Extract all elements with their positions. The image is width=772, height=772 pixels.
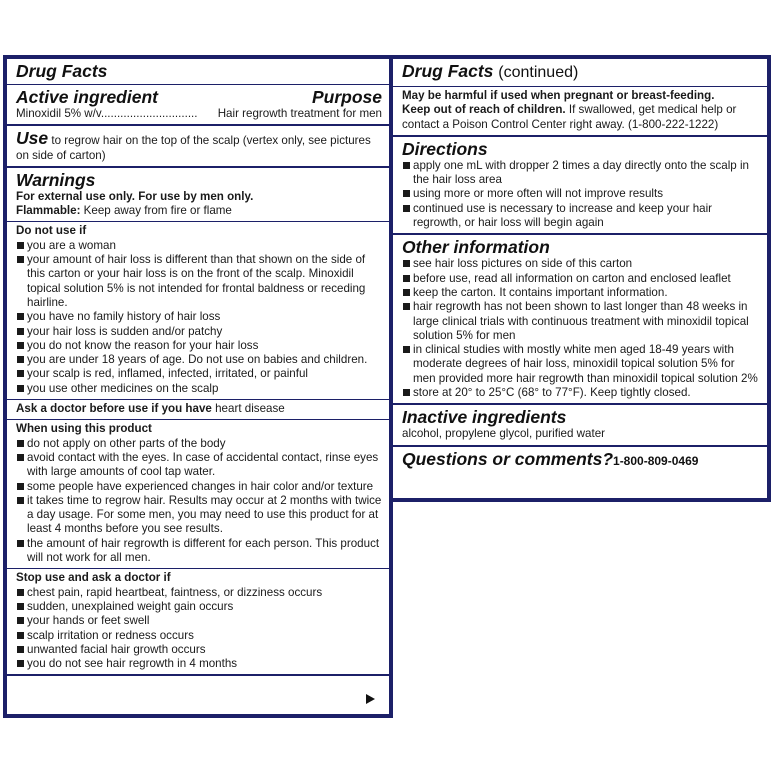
list-item: do not apply on other parts of the body xyxy=(16,437,382,451)
list-item: before use, read all information on carton and enclosed leaflet xyxy=(402,272,760,286)
list-item: you use other medicines on the scalp xyxy=(16,382,382,396)
list-item: it takes time to regrow hair. Results may occur at 2 months with twice a day usage. For some men, you may need to use this product for at least 4 months before you see results. xyxy=(16,494,382,537)
list-item: your hair loss is sudden and/or patchy xyxy=(16,325,382,339)
list-item: your amount of hair loss is different than that shown on the side of this carton or your hair loss is on the front of the scalp. Minoxidil topical solution 5% is not intended for frontal baldness or receding hairline. xyxy=(16,253,382,310)
list-item: store at 20° to 25°C (68° to 77°F). Keep tightly closed. xyxy=(402,386,760,400)
children-warning-text: If swallowed, get medical help or contact a Poison Control Center right away. (1-800-222-1222) xyxy=(402,103,737,131)
active-ingredient-name: Minoxidil 5% w/v xyxy=(16,107,101,120)
ask-doctor-section xyxy=(7,400,389,420)
inactive-ingredients-section xyxy=(393,405,767,446)
list-item: you do not see hair regrowth in 4 months xyxy=(16,657,382,671)
title-section xyxy=(7,59,389,85)
pregnancy-warning: May be harmful if used when pregnant or breast-feeding. xyxy=(402,89,715,102)
list-item: the amount of hair regrowth is different for each person. This product will not work for all men. xyxy=(16,537,382,566)
leader-dots: .............................. xyxy=(100,107,198,120)
stop-use-section xyxy=(7,569,389,676)
questions-phone: 1-800-809-0469 xyxy=(613,453,699,468)
active-ingredient-section xyxy=(7,85,389,126)
stop-use-heading: Stop use and ask a doctor if xyxy=(16,571,171,585)
drug-facts-right-panel xyxy=(389,55,771,502)
flammable-text: Keep away from fire or flame xyxy=(83,204,232,218)
when-using-section xyxy=(7,420,389,569)
other-information-heading: Other information xyxy=(402,237,550,258)
external-use-text: For external use only. For use by men only. xyxy=(16,189,254,203)
questions-heading: Questions or comments? xyxy=(402,448,614,469)
list-item: in clinical studies with mostly white men aged 18-49 years with moderate degrees of hair loss, minoxidil topical solution 5% for men provided more hair regrowth than minoxidil topical solution 2% xyxy=(402,343,760,386)
list-item: scalp irritation or redness occurs xyxy=(16,629,382,643)
list-item: your scalp is red, inflamed, infected, irritated, or painful xyxy=(16,367,382,381)
other-information-section xyxy=(393,235,767,405)
list-item: you are under 18 years of age. Do not use on babies and children. xyxy=(16,353,382,367)
active-ingredient-heading: Active ingredient xyxy=(16,87,158,107)
purpose-text: Hair regrowth treatment for men xyxy=(217,107,382,120)
use-heading: Use xyxy=(16,128,49,149)
purpose-heading: Purpose xyxy=(311,87,382,107)
directions-section xyxy=(393,137,767,235)
directions-heading: Directions xyxy=(402,138,488,159)
panel-title-continued: Drug Facts xyxy=(402,61,494,81)
list-item: some people have experienced changes in hair color and/or texture xyxy=(16,480,382,494)
pregnancy-children-section xyxy=(393,87,767,137)
list-item: avoid contact with the eyes. In case of accidental contact, rinse eyes with large amounts of cool tap water. xyxy=(16,451,382,480)
warnings-section xyxy=(7,168,389,223)
flammable-label: Flammable: xyxy=(16,204,81,218)
list-item: keep the carton. It contains important information. xyxy=(402,286,760,300)
inactive-ingredients-heading: Inactive ingredients xyxy=(402,407,567,428)
list-item: unwanted facial hair growth occurs xyxy=(16,643,382,657)
triangle-right-icon xyxy=(366,694,375,704)
list-item: continued use is necessary to increase and keep your hair regrowth, or hair loss will begin again xyxy=(402,202,760,231)
ask-doctor-label: Ask a doctor before use if you have xyxy=(16,402,212,416)
list-item: see hair loss pictures on side of this carton xyxy=(402,257,760,271)
list-item: chest pain, rapid heartbeat, faintness, or dizziness occurs xyxy=(16,586,382,600)
questions-section xyxy=(393,447,767,474)
do-not-use-heading: Do not use if xyxy=(16,224,87,238)
warnings-heading: Warnings xyxy=(16,169,96,190)
do-not-use-section xyxy=(7,222,389,400)
list-item: sudden, unexplained weight gain occurs xyxy=(16,600,382,614)
when-using-heading: When using this product xyxy=(16,422,152,436)
use-section xyxy=(7,126,389,168)
list-item: hair regrowth has not been shown to last longer than 48 weeks in large clinical trials with continuous treatment with minoxidil topical solution 5% for men xyxy=(402,300,760,343)
ask-doctor-text: heart disease xyxy=(215,402,285,416)
list-item: your hands or feet swell xyxy=(16,614,382,628)
children-warning-label: Keep out of reach of children. xyxy=(402,103,566,117)
list-item: you have no family history of hair loss xyxy=(16,310,382,324)
use-text: to regrow hair on the top of the scalp (vertex only, see pictures on side of carton) xyxy=(16,134,371,162)
list-item: you are a woman xyxy=(16,239,382,253)
panel-title: Drug Facts xyxy=(16,61,108,81)
inactive-ingredients-text: alcohol, propylene glycol, purified water xyxy=(402,427,606,441)
continued-label: (continued) xyxy=(498,64,579,81)
list-item: apply one mL with dropper 2 times a day directly onto the scalp in the hair loss area xyxy=(402,159,760,188)
drug-facts-left-panel xyxy=(3,55,393,718)
list-item: you do not know the reason for your hair loss xyxy=(16,339,382,353)
continued-title-section xyxy=(393,59,767,87)
list-item: using more or more often will not improve results xyxy=(402,187,760,201)
active-ingredient-row xyxy=(16,107,382,121)
